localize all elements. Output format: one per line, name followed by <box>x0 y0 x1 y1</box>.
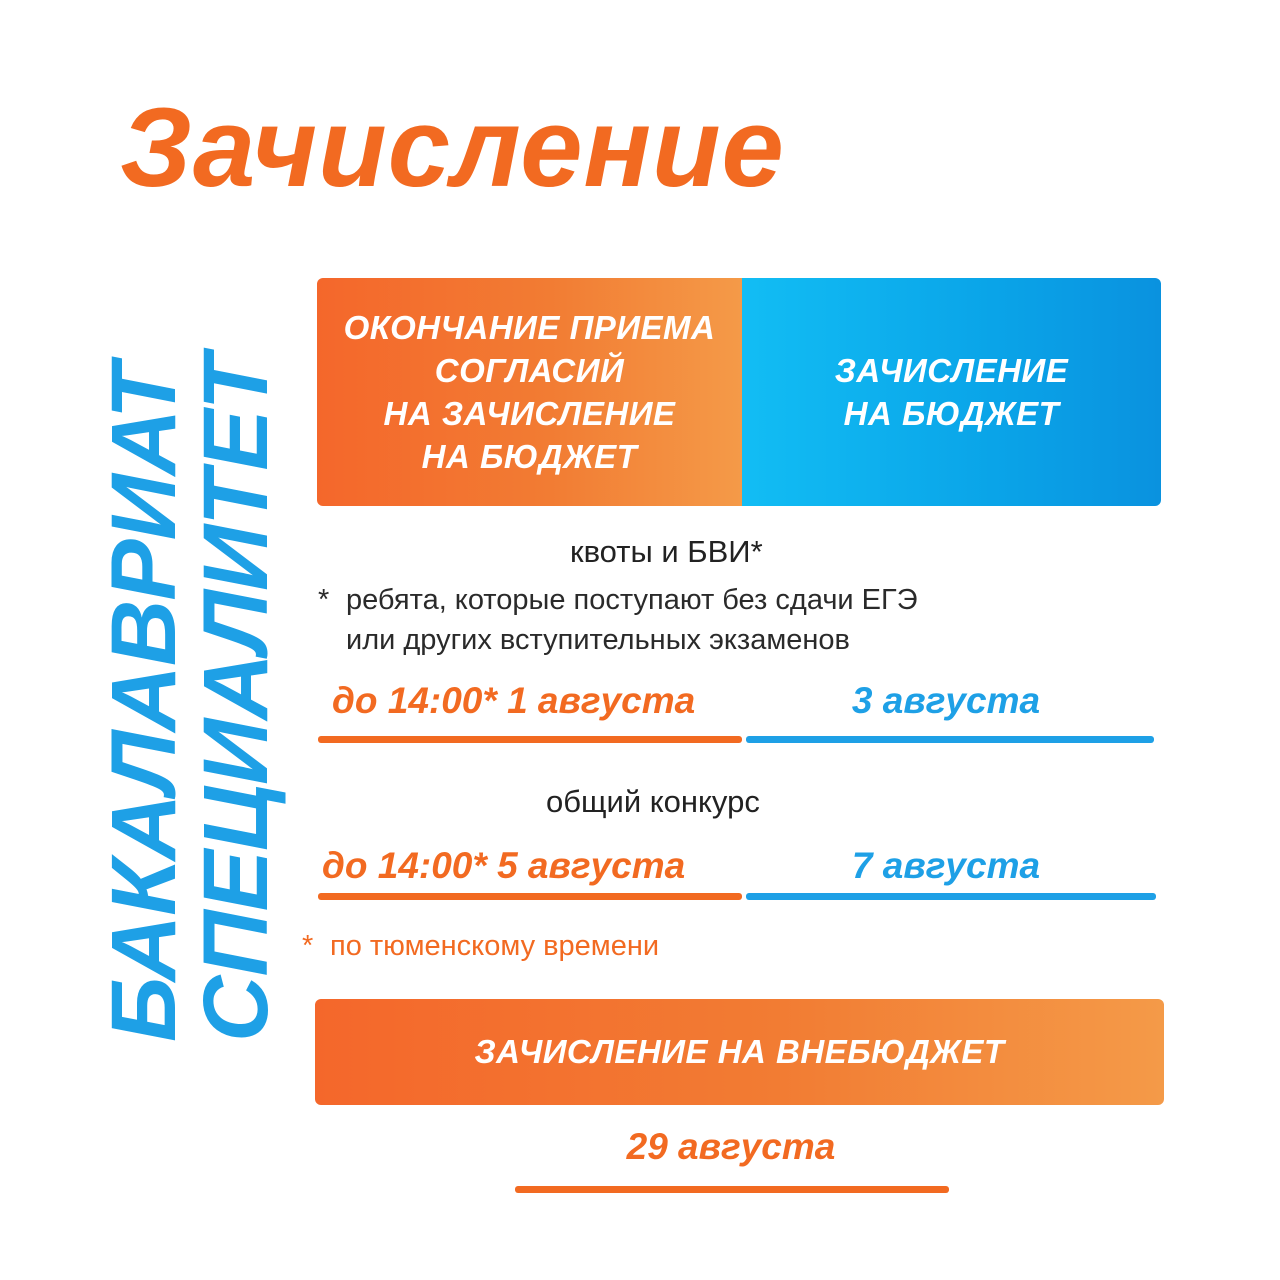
budget-enrollment-header-text: ЗАЧИСЛЕНИЕ НА БЮДЖЕТ <box>834 352 1069 432</box>
quota-label: квоты и БВИ* <box>570 534 763 569</box>
vertical-heading <box>93 262 287 1042</box>
quota-note-line1: ребята, которые поступают без сдачи ЕГЭ <box>346 584 918 616</box>
vertical-heading-specialist: СПЕЦИАЛИТЕТ <box>185 355 287 1042</box>
consent-deadline-header <box>317 278 742 506</box>
general-label: общий конкурс <box>546 784 760 819</box>
vertical-heading-bachelor: БАКАЛАВРИАТ <box>93 363 195 1042</box>
general-deadline-date: до 14:00* 5 августа <box>322 845 686 886</box>
offbudget-underline <box>515 1186 949 1193</box>
quota-deadline-underline <box>318 736 742 743</box>
footnote-star: * <box>302 930 314 962</box>
quota-note-line2: или других вступительных экзаменов <box>346 624 850 656</box>
offbudget-date: 29 августа <box>626 1126 836 1167</box>
page-title: Зачисление <box>120 85 785 210</box>
quota-enroll-underline <box>746 736 1154 743</box>
offbudget-header <box>315 999 1164 1105</box>
quota-deadline-date: до 14:00* 1 августа <box>332 680 696 721</box>
footnote-text: по тюменскому времени <box>330 930 660 962</box>
budget-enrollment-header <box>742 278 1161 506</box>
schedule-header <box>317 278 1161 506</box>
general-enroll-date: 7 августа <box>851 845 1041 886</box>
consent-deadline-header-text: ОКОНЧАНИЕ ПРИЕМА СОГЛАСИЙ НА ЗАЧИСЛЕНИЕ НА БЮДЖЕТ <box>343 309 716 475</box>
offbudget-header-text: ЗАЧИСЛЕНИЕ НА ВНЕБЮДЖЕТ <box>474 1033 1005 1070</box>
general-enroll-underline <box>746 893 1156 900</box>
quota-note-star: * <box>318 584 330 616</box>
quota-enroll-date: 3 августа <box>851 680 1041 721</box>
general-deadline-underline <box>318 893 742 900</box>
